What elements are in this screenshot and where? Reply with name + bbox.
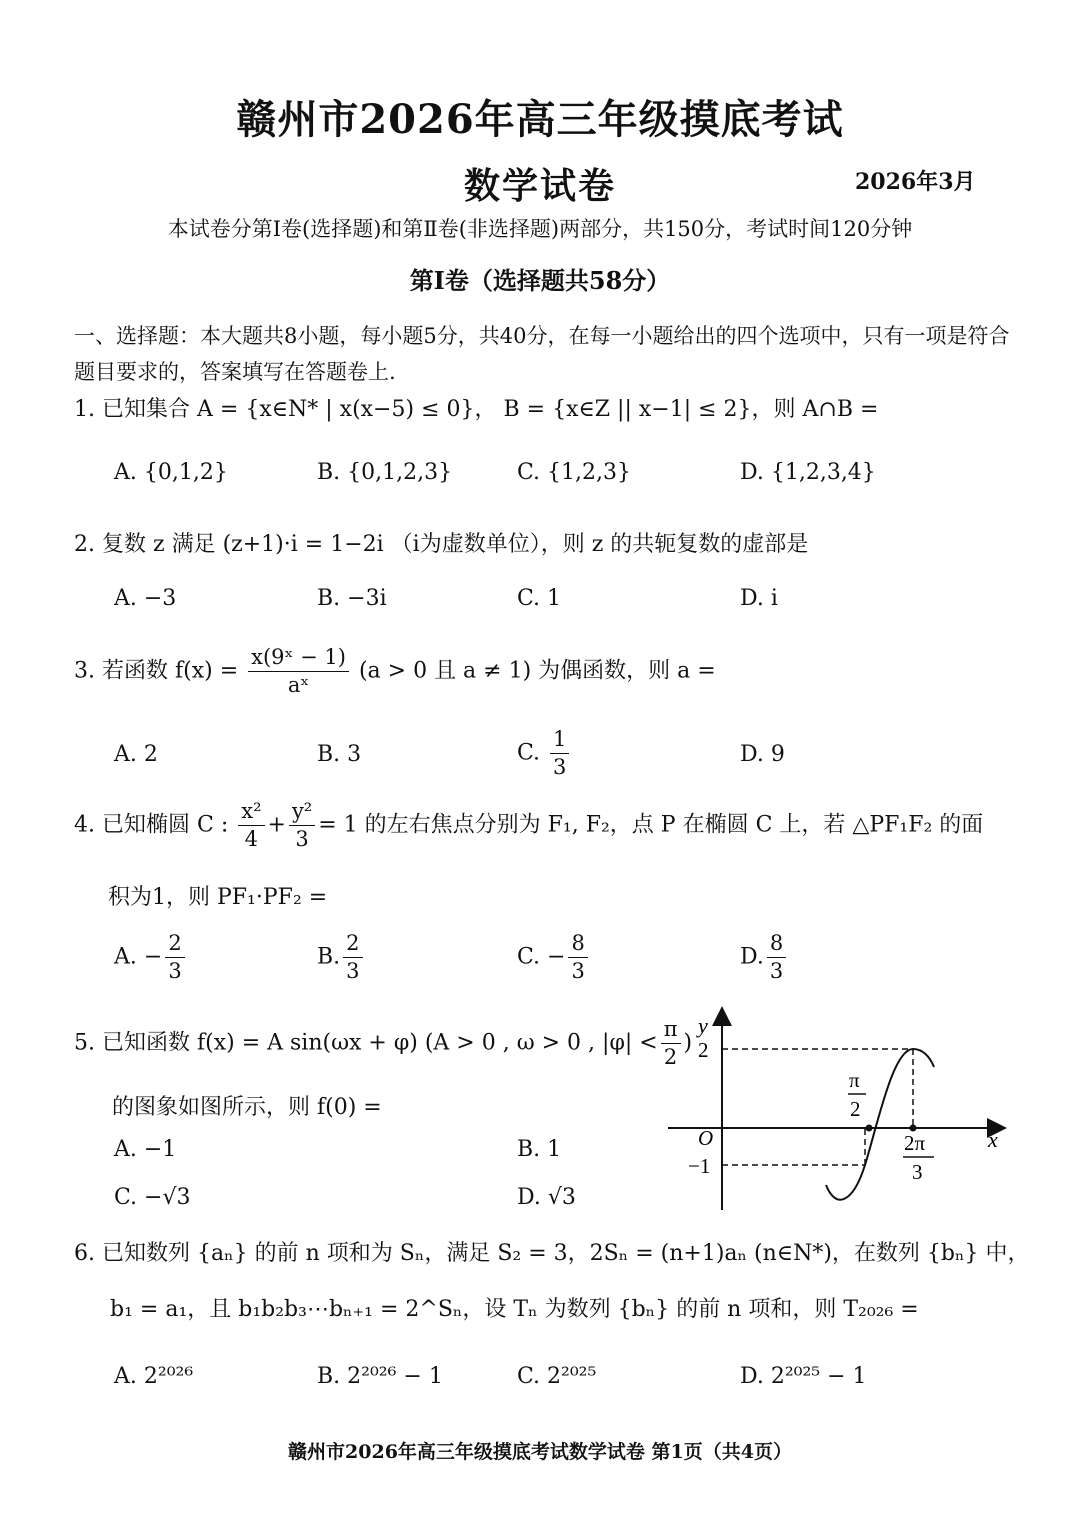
fraction: [165, 932, 184, 983]
question-text: 复数 z 满足 (z+1)·i = 1−2i （i为虚数单位），则 z 的共轭复数的虚部是: [102, 532, 809, 557]
page-title: 赣州市2026年高三年级摸底考试: [236, 96, 844, 143]
option-a: [114, 932, 188, 983]
option-b: B. 1: [517, 1137, 562, 1162]
numerator: 2: [343, 932, 362, 958]
option-d: D. 9: [740, 742, 785, 767]
option-label: D.: [740, 944, 764, 970]
y-tick-bottom: −1: [688, 1154, 711, 1178]
fraction: [248, 646, 349, 697]
numerator: 2: [165, 932, 184, 958]
question-text: 已知集合: [102, 397, 191, 422]
question-text: ，则 A∩B =: [751, 397, 879, 422]
question-3: [74, 646, 716, 697]
page-subtitle: 数学试卷: [463, 165, 616, 207]
fraction: [568, 932, 587, 983]
option-label: C.: [517, 740, 541, 766]
exam-intro: 本试卷分第Ⅰ卷(选择题)和第Ⅱ卷(非选择题)两部分，共150分，考试时间120分钟: [167, 217, 913, 241]
numerator: 8: [767, 932, 786, 958]
question-text: 已知函数 f(x) = A sin(ωx + φ) (A > 0 , ω > 0 , |φ| <: [102, 1030, 658, 1056]
sine-graph: [668, 1005, 1018, 1220]
denominator: 3: [168, 959, 182, 984]
option-a: A. 2²⁰²⁶: [114, 1364, 194, 1389]
question-number: 6.: [74, 1241, 95, 1266]
option-c: C. 2²⁰²⁵: [517, 1364, 597, 1389]
question-text: ): [683, 1030, 693, 1056]
y-tick-top: 2: [698, 1038, 709, 1062]
denominator: 4: [244, 827, 259, 852]
x-tick-2-num: 2π: [904, 1131, 926, 1155]
option-c: [517, 932, 591, 983]
denominator: 2: [663, 1045, 678, 1070]
question-text: (a > 0 且 a ≠ 1) 为偶函数，则 a =: [358, 658, 716, 684]
numerator: 8: [568, 932, 587, 958]
question-text: 若函数 f(x) =: [102, 658, 239, 684]
question-5-cont: 的图象如图所示，则 f(0) =: [112, 1095, 382, 1120]
numerator: 1: [550, 728, 569, 754]
question-6-cont: b₁ = a₁，且 b₁b₂b₃⋯bₙ₊₁ = 2^Sₙ，设 Tₙ 为数列 {bₙ} 的前 n 项和，则 T₂₀₂₆ =: [110, 1297, 919, 1322]
question-4-cont: 积为1，则 PF₁·PF₂ =: [108, 885, 328, 910]
numerator: x(9ˣ − 1): [248, 646, 349, 672]
question-number: 5.: [74, 1030, 95, 1056]
question-6: [74, 1236, 1030, 1267]
question-number: 3.: [74, 658, 95, 684]
zero-point: [866, 1125, 873, 1132]
option-d: D. i: [740, 586, 778, 611]
option-c: C. {1,2,3}: [517, 460, 632, 485]
denominator: 3: [295, 827, 309, 852]
fraction: [289, 800, 315, 851]
option-b: B. {0,1,2,3}: [317, 460, 453, 485]
option-b: B. 2²⁰²⁶ − 1: [317, 1364, 443, 1389]
fraction: [550, 728, 569, 779]
question-text: = 1 的左右焦点分别为 F₁, F₂，点 P 在椭圆 C 上，若 △PF₁F₂ 的面: [318, 812, 984, 838]
fraction: [767, 932, 786, 983]
option-c: C. 1: [517, 586, 562, 611]
question-1: 1. 已知集合 A = {x∈N* | x(x−5) ≤ 0}， B = {x∈Z || x−1| ≤ 2}，则 A∩B =: [74, 397, 879, 422]
x-tick-2-den: 3: [912, 1160, 923, 1184]
question-2: [74, 527, 808, 558]
question-5: [74, 1018, 692, 1069]
section-instructions: 一、选择题：本大题共8小题，每小题5分，共40分，在每一小题给出的四个选项中，只有一项是符合题目要求的，答案填写在答题卷上.: [74, 324, 1010, 384]
numerator: x²: [238, 800, 264, 826]
option-d: D. 2²⁰²⁵ − 1: [740, 1364, 867, 1389]
fraction: [238, 800, 264, 851]
option-d: [740, 932, 789, 983]
denominator: aˣ: [287, 673, 310, 698]
option-c: [517, 728, 572, 779]
question-4: 4. 已知椭圆 C : $\frac{\text{x²}}{4}$ + $\frac{\text{y²}}{3}$ = 1 的左右焦点分别为 F₁, F₂，点 P 在椭圆 C 上，若 △PF₁F₂ 的面: [74, 799, 984, 852]
question-text: 已知椭圆 C :: [102, 812, 229, 838]
set-b: B = {x∈Z || x−1| ≤ 2}: [503, 397, 752, 422]
option-d: D. √3: [517, 1185, 576, 1210]
fraction: [343, 932, 362, 983]
question-text: 已知数列 {aₙ} 的前 n 项和为 Sₙ，满足 S₂ = 3，2Sₙ = (n+1)aₙ (n∈N*)，在数列 {bₙ} 中，: [102, 1241, 1030, 1266]
numerator: y²: [289, 800, 315, 826]
set-a: A = {x∈N* | x(x−5) ≤ 0}: [197, 397, 475, 422]
option-d: D. {1,2,3,4}: [740, 460, 876, 485]
option-label: A. −: [114, 944, 163, 970]
x-axis-label: x: [988, 1127, 998, 1152]
denominator: 3: [346, 959, 360, 984]
part-title: 第Ⅰ卷（选择题共58分）: [409, 266, 671, 295]
x-tick-1-den: 2: [850, 1097, 861, 1121]
x-tick-1-num: π: [849, 1068, 860, 1092]
origin-label: O: [698, 1126, 714, 1150]
question-number: 1.: [74, 397, 95, 422]
option-b: B. 3: [317, 742, 362, 767]
question-number: 4.: [74, 812, 95, 838]
page-footer: 赣州市2026年高三年级摸底考试数学试卷 第1页（共4页）: [288, 1441, 792, 1463]
denominator: 3: [571, 959, 585, 984]
numerator: π: [661, 1018, 681, 1044]
option-label: B.: [317, 944, 341, 970]
option-a: A. {0,1,2}: [114, 460, 228, 485]
y-axis-label: y: [698, 1013, 708, 1038]
exam-date: 2026年3月: [855, 169, 976, 195]
option-a: A. −3: [114, 586, 177, 611]
denominator: 3: [553, 755, 567, 780]
option-label: C. −: [517, 944, 566, 970]
option-b: B. −3i: [317, 586, 387, 611]
option-c: C. −√3: [114, 1185, 191, 1210]
question-number: 2.: [74, 532, 95, 557]
option-a: A. 2: [114, 742, 158, 767]
option-b: [317, 932, 366, 983]
option-a: A. −1: [114, 1137, 177, 1162]
denominator: 3: [769, 959, 784, 984]
